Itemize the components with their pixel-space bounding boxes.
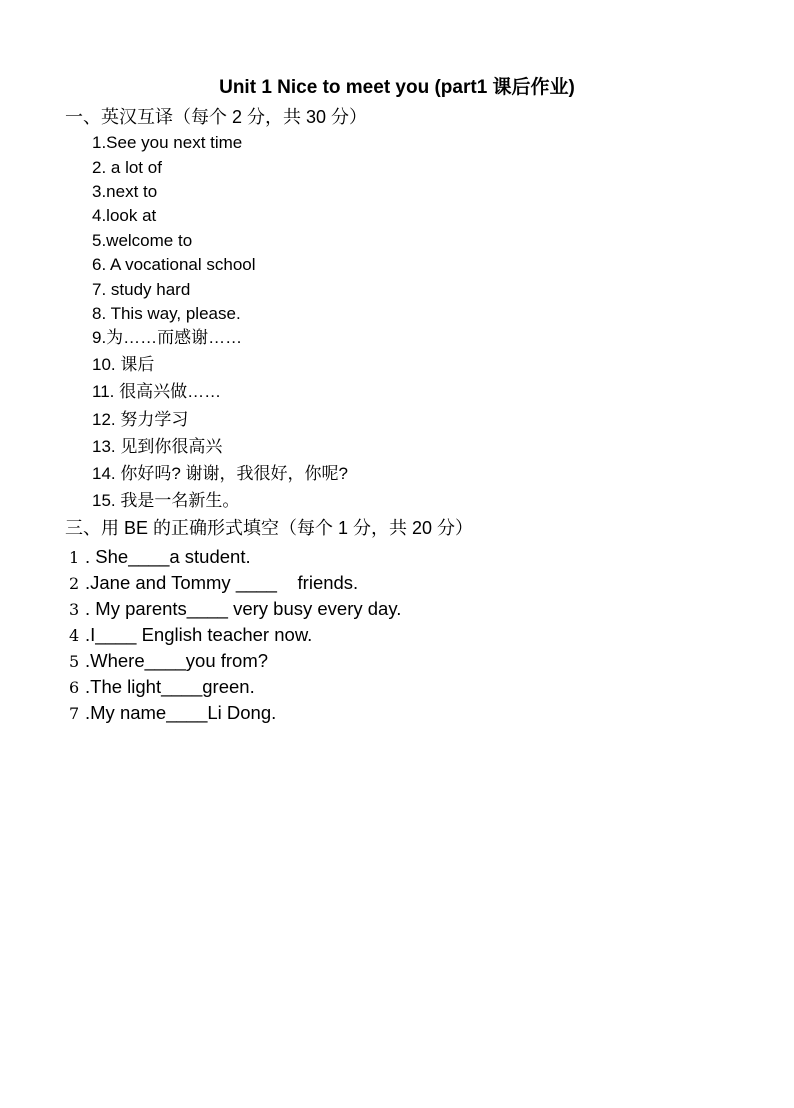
translation-item: 9.为……而感谢…… [92,328,243,347]
item-number: 7 [69,704,80,723]
item-text: .The light____green. [85,676,255,697]
translation-item: 4.look at [92,206,157,225]
translation-item: 6. A vocational school [92,255,256,274]
page-title: Unit 1 Nice to meet you (part1 课后作业) [219,77,575,98]
translation-item: 10. 课后 [92,355,155,374]
item-number: 3 [69,600,80,619]
translation-item: 13. 见到你很高兴 [92,437,223,456]
fill-blank-item [69,701,276,726]
translation-item: 7. study hard [92,280,191,299]
fill-blank-item [69,623,312,648]
item-text: . My parents____ very busy every day. [85,598,402,619]
item-text: .Jane and Tommy ____ friends. [85,572,359,593]
translation-item: 14. 你好吗? 谢谢，我很好，你呢? [92,464,348,483]
item-number: 4 [69,626,80,645]
fill-blank-item [69,675,255,700]
item-number: 6 [69,678,80,697]
item-number: 1 [69,548,80,567]
fill-blank-item [69,545,251,570]
translation-item: 2. a lot of [92,158,162,177]
section-1-heading: 一、英汉互译（每个 2 分，共 30 分） [65,107,368,127]
translation-item: 15. 我是一名新生。 [92,491,240,510]
item-text: .My name____Li Dong. [85,702,277,723]
section-3-heading: 三、用 BE 的正确形式填空（每个 1 分，共 20 分） [65,518,474,538]
item-text: .I____ English teacher now. [85,624,313,645]
fill-blank-item [69,649,268,674]
translation-item: 5.welcome to [92,231,193,250]
translation-item: 12. 努力学习 [92,410,189,429]
translation-item: 11. 很高兴做…… [92,382,222,401]
translation-item: 1.See you next time [92,133,243,152]
translation-item: 8. This way, please. [92,304,241,323]
item-number: 5 [69,652,80,671]
fill-blank-item [69,597,401,622]
item-text: .Where____you from? [85,650,269,671]
translation-item: 3.next to [92,182,158,201]
item-text: . She____a student. [85,546,251,567]
fill-blank-item [69,571,358,596]
item-number: 2 [69,574,80,593]
